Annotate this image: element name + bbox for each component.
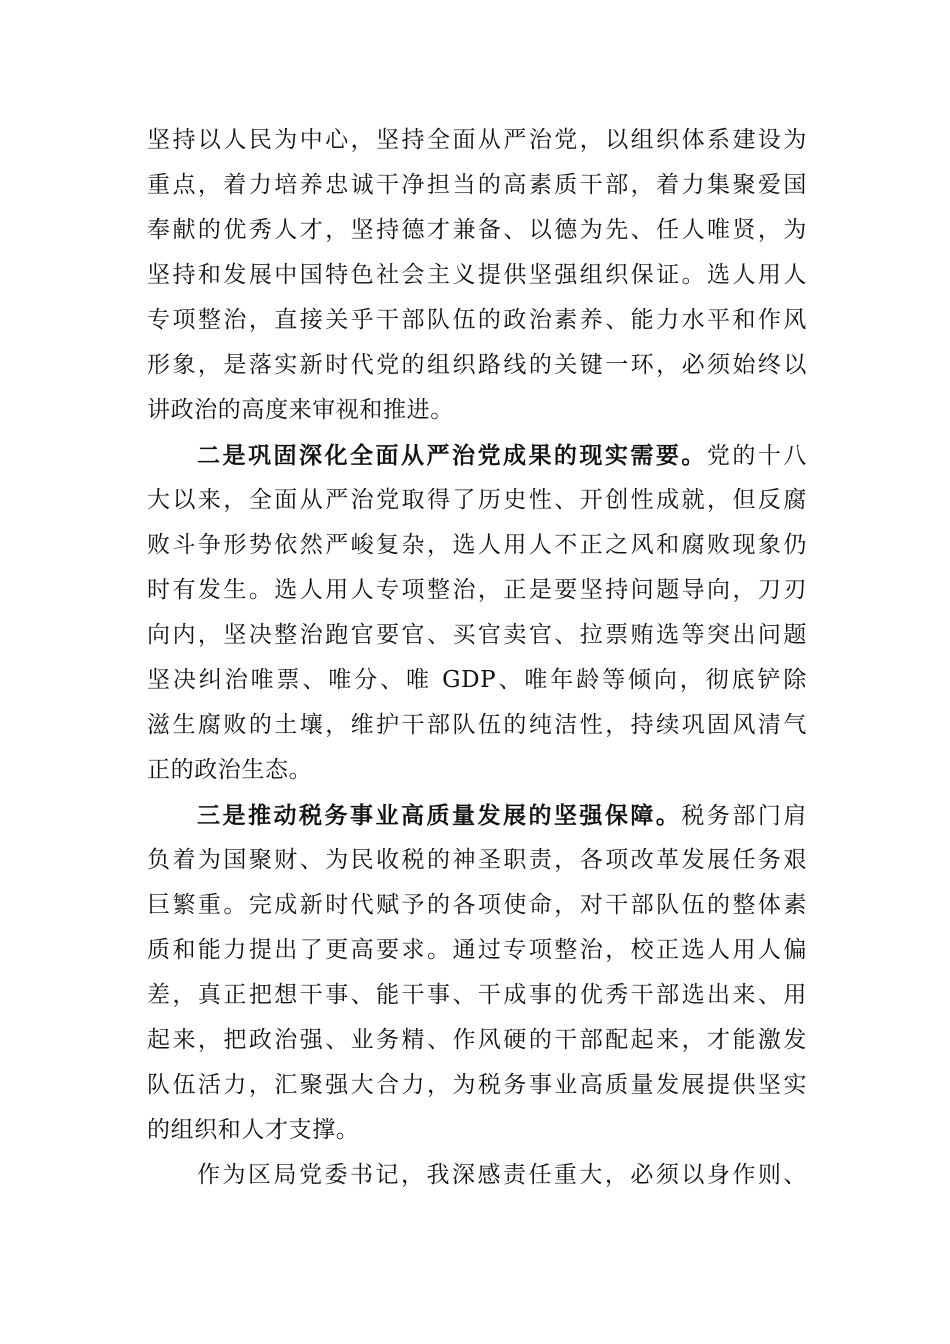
- paragraph-line: 的组织和人才支撑。: [147, 1117, 360, 1143]
- paragraph-line: 大以来，全面从严治党取得了历史性、开创性成就，但反腐: [147, 487, 807, 513]
- paragraph-4: [147, 1153, 807, 1198]
- paragraph-line: 滋生腐败的土壤，维护干部队伍的纯洁性，持续巩固风清气: [147, 712, 807, 738]
- paragraph-line: 坚持和发展中国特色社会主义提供坚强组织保证。选人用人: [147, 262, 807, 288]
- paragraph-line: 败斗争形势依然严峻复杂，选人用人不正之风和腐败现象仍: [147, 532, 807, 558]
- paragraph-3: [147, 793, 807, 1153]
- paragraph-lead-heading: 三是推动税务事业高质量发展的坚强保障。: [197, 802, 682, 829]
- paragraph-line: 坚决纠治唯票、唯分、唯 GDP、唯年龄等倾向，彻底铲除: [147, 667, 807, 693]
- paragraph-line: 向内，坚决整治跑官要官、买官卖官、拉票贿选等突出问题: [147, 622, 807, 648]
- paragraph-line: 负着为国聚财、为民收税的神圣职责，各项改革发展任务艰: [147, 847, 807, 873]
- paragraph-line: 讲政治的高度来审视和推进。: [147, 397, 454, 423]
- paragraph-line: 起来，把政治强、业务精、作风硬的干部配起来，才能激发: [147, 1027, 807, 1053]
- paragraph-lead-heading: 二是巩固深化全面从严治党成果的现实需要。: [197, 442, 707, 469]
- paragraph-line: 专项整治，直接关乎干部队伍的政治素养、能力水平和作风: [147, 307, 807, 333]
- paragraph-line: 队伍活力，汇聚强大合力，为税务事业高质量发展提供坚实: [147, 1072, 807, 1098]
- document-body: [147, 118, 807, 1198]
- paragraph-first-line: [147, 793, 807, 838]
- paragraph-lead-rest: 党的十八: [706, 443, 808, 469]
- paragraph-line: 差，真正把想干事、能干事、干成事的优秀干部选出来、用: [147, 982, 807, 1008]
- paragraph-line: 形象，是落实新时代党的组织路线的关键一环，必须始终以: [147, 352, 807, 378]
- paragraph-first-line: 作为区局党委书记，我深感责任重大，必须以身作则、: [197, 1162, 807, 1188]
- paragraph-line: 时有发生。选人用人专项整治，正是要坚持问题导向，刀刃: [147, 577, 807, 603]
- paragraph-line: 坚持以人民为中心，坚持全面从严治党，以组织体系建设为: [147, 127, 807, 153]
- paragraph-2: [147, 433, 807, 793]
- paragraph-line: 奉献的优秀人才，坚持德才兼备、以德为先、任人唯贤，为: [147, 217, 807, 243]
- paragraph-first-line: [147, 433, 807, 478]
- paragraph-lead-rest: 税务部门肩: [681, 803, 808, 829]
- paragraph-line: 质和能力提出了更高要求。通过专项整治，校正选人用人偏: [147, 937, 807, 963]
- paragraph-1: [147, 118, 807, 433]
- paragraph-line: 正的政治生态。: [147, 757, 313, 783]
- paragraph-line: 巨繁重。完成新时代赋予的各项使命，对干部队伍的整体素: [147, 892, 807, 918]
- paragraph-line: 重点，着力培养忠诚干净担当的高素质干部，着力集聚爱国: [147, 172, 807, 198]
